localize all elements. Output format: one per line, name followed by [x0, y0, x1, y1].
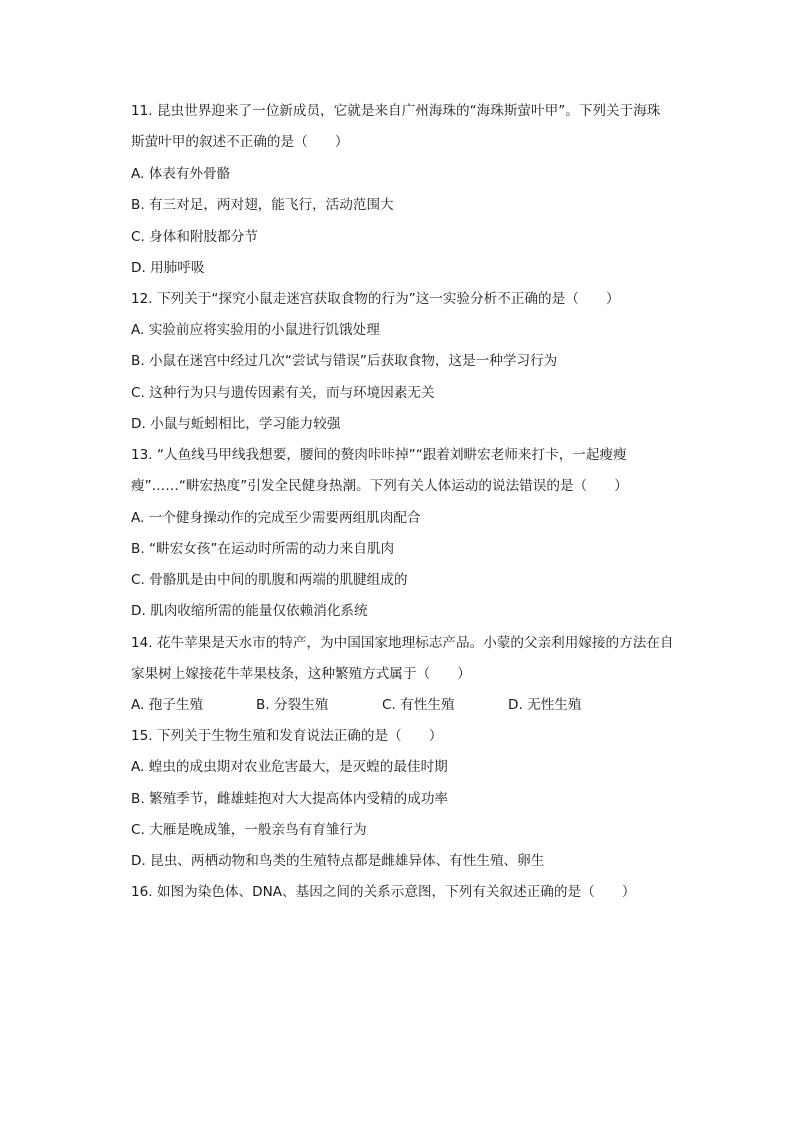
q13-stem-line-1: 13. “人鱼线马甲线我想要，腰间的赘肉咔咔掉”“跟着刘畊宏老师来打卡，一起瘦瘦: [131, 447, 627, 463]
q13-option-b: B. “畊宏女孩”在运动时所需的动力来自肌肉: [131, 541, 395, 557]
q13-option-c: C. 骨骼肌是由中间的肌腹和两端的肌腱组成的: [131, 572, 408, 588]
q15-stem: 15. 下列关于生物生殖和发育说法正确的是（ ）: [131, 728, 443, 744]
q12-stem: 12. 下列关于“探究小鼠走迷宫获取食物的行为”这一实验分析不正确的是（ ）: [131, 291, 620, 307]
q14-option-c: C. 有性生殖: [382, 697, 455, 713]
q16-stem: 16. 如图为染色体、DNA、基因之间的关系示意图，下列有关叙述正确的是（ ）: [131, 884, 636, 900]
q15-option-c: C. 大雁是晚成雏，一般亲鸟有育雏行为: [131, 822, 367, 838]
q11-option-c: C. 身体和附肢都分节: [131, 229, 258, 245]
q15-option-b: B. 繁殖季节，雌雄蛙抱对大大提高体内受精的成功率: [131, 791, 449, 807]
q13-option-d: D. 肌肉收缩所需的能量仅依赖消化系统: [131, 603, 368, 619]
q15-option-a: A. 蝗虫的成虫期对农业危害最大，是灭蝗的最佳时期: [131, 759, 448, 775]
q11-option-a: A. 体表有外骨骼: [131, 166, 231, 182]
q14-option-d: D. 无性生殖: [508, 697, 582, 713]
q12-option-a: A. 实验前应将实验用的小鼠进行饥饿处理: [131, 322, 380, 338]
q12-option-d: D. 小鼠与蚯蚓相比，学习能力较强: [131, 416, 341, 432]
q11-stem-line-2: 斯萤叶甲的叙述不正确的是（ ）: [131, 134, 349, 150]
q14-stem-line-1: 14. 花牛苹果是天水市的特产，为中国国家地理标志产品。小蒙的父亲利用嫁接的方法在自: [131, 635, 674, 651]
q14-stem-line-2: 家果树上嫁接花牛苹果枝条，这种繁殖方式属于（ ）: [131, 666, 471, 682]
q11-option-b: B. 有三对足，两对翅，能飞行，活动范围大: [131, 197, 394, 213]
q14-option-a: A. 孢子生殖: [131, 697, 204, 713]
q15-option-d: D. 昆虫、两栖动物和鸟类的生殖特点都是雌雄异体、有性生殖、卵生: [131, 853, 545, 869]
q13-stem-line-2: 瘦”……“畊宏热度”引发全民健身热潮。下列有关人体运动的说法错误的是（ ）: [131, 478, 628, 494]
q13-option-a: A. 一个健身操动作的完成至少需要两组肌肉配合: [131, 510, 421, 526]
q12-option-b: B. 小鼠在迷宫中经过几次“尝试与错误”后获取食物，这是一种学习行为: [131, 353, 558, 369]
q14-option-b: B. 分裂生殖: [256, 697, 329, 713]
q12-option-c: C. 这种行为只与遗传因素有关，而与环境因素无关: [131, 385, 435, 401]
q11-option-d: D. 用肺呼吸: [131, 260, 205, 276]
q11-stem-line-1: 11. 昆虫世界迎来了一位新成员，它就是来自广州海珠的“海珠斯萤叶甲”。下列关于海珠: [131, 103, 661, 119]
